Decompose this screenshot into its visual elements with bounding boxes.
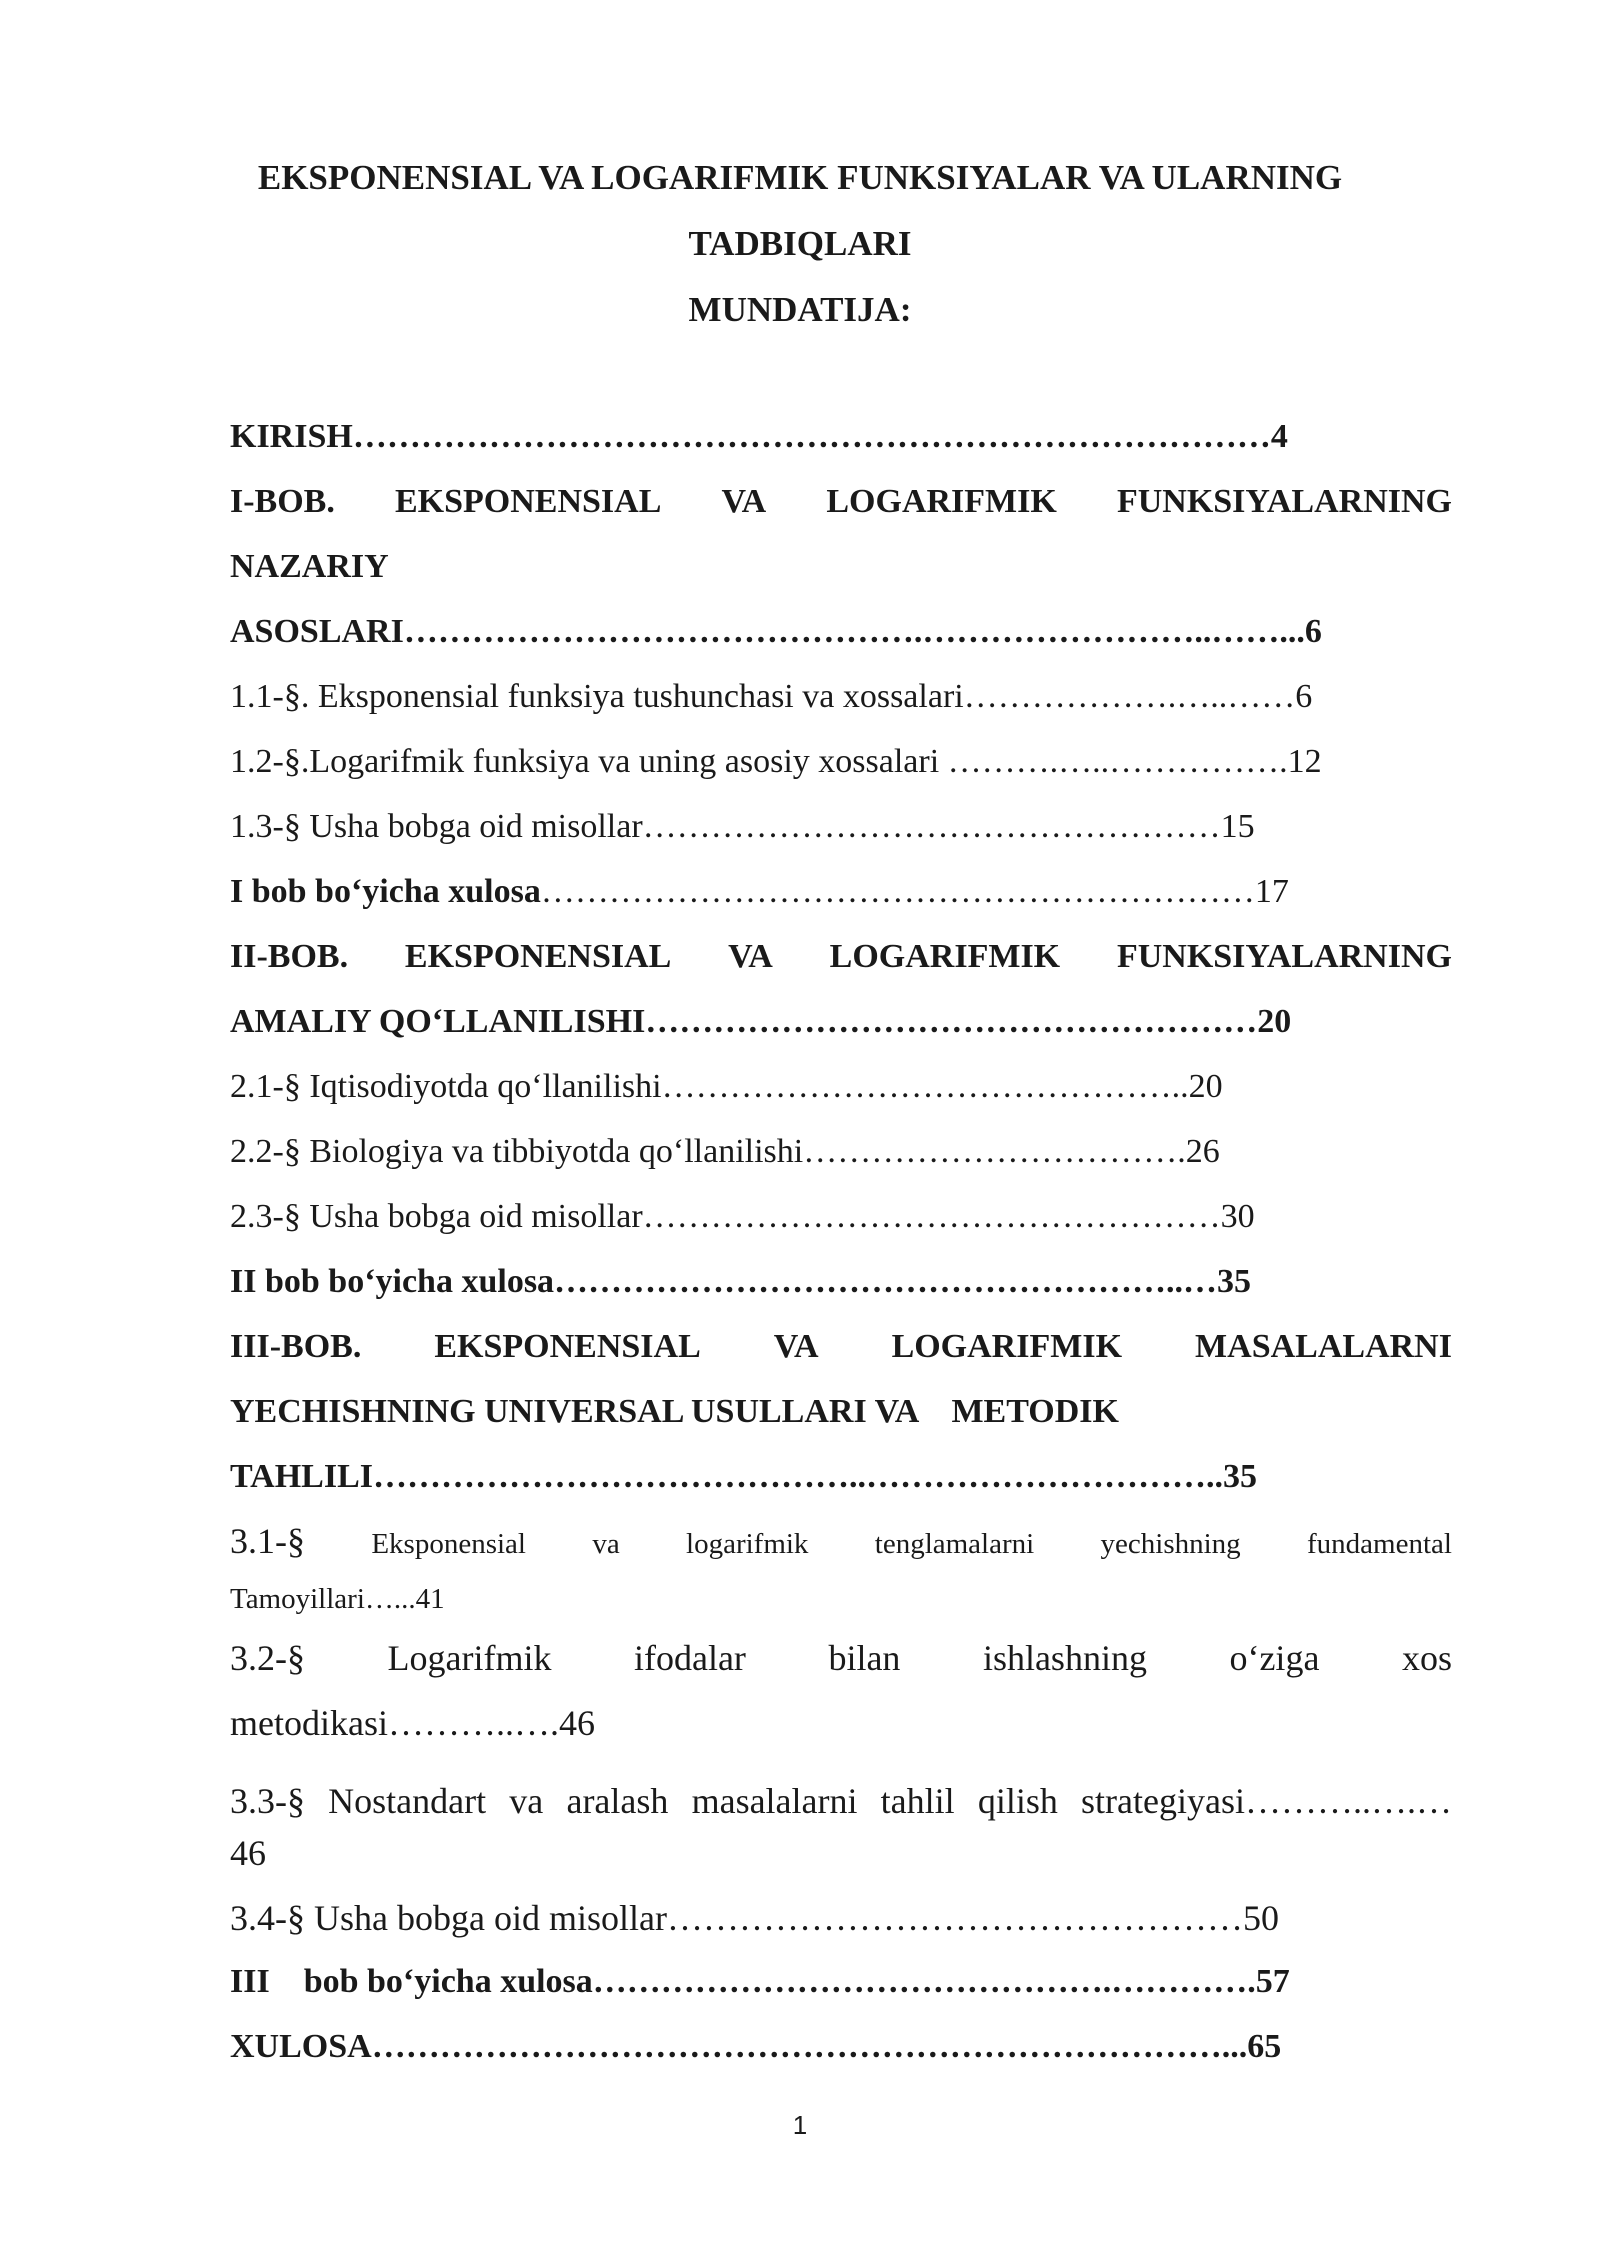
toc-chapter3-line1: III-BOB. EKSPONENSIAL VA LOGARIFMIK MASALALARNI (230, 1328, 1452, 1365)
toc-chapter1-conclusion: I bob bo‘yicha xulosa………………………………………………………17 (230, 873, 1289, 910)
toc-chapter3-line3: TAHLILI……………………………………..…………………………..35 (230, 1458, 1257, 1495)
document-title-line-1: EKSPONENSIAL VA LOGARIFMIK FUNKSIYALAR VA ULARNING (257, 158, 1343, 197)
toc-section-1-2: 1.2-§.Logarifmik funksiya va uning asosiy xossalari ……….…..…………….12 (230, 743, 1322, 780)
toc-section-2-1: 2.1-§ Iqtisodiyotda qo‘llanilishi………………………………………..20 (230, 1068, 1223, 1105)
page-number: 1 (792, 2110, 808, 2140)
toc-section-2-3: 2.3-§ Usha bobga oid misollar……………………………………………30 (230, 1198, 1255, 1235)
toc-kirish: KIRISH………………………………………………………………………4 (230, 418, 1288, 455)
toc-chapter2-line2: AMALIY QO‘LLANILISHI………………………………………………20 (230, 1003, 1292, 1040)
toc-chapter1-line2: NAZARIY (230, 548, 389, 585)
toc-section-3-3-line2: 46 (230, 1833, 266, 1873)
toc-section-2-2: 2.2-§ Biologiya va tibbiyotda qo‘llanilishi…………………………….26 (230, 1133, 1220, 1170)
toc-chapter2-conclusion: II bob bo‘yicha xulosa………………………………………………..…35 (230, 1263, 1252, 1300)
toc-section-3-1-line2: Tamoyillari…...41 (230, 1583, 445, 1615)
toc-section-3-1-line1: 3.1-§ Eksponensial va logarifmik tenglamalarni yechishning fundamental (230, 1521, 1452, 1561)
toc-xulosa: XULOSA…………………………………………………………………...65 (230, 2028, 1282, 2065)
toc-section-3-2-line1: 3.2-§ Logarifmik ifodalar bilan ishlashning o‘ziga xos (230, 1638, 1452, 1678)
toc-chapter1-line3: ASOSLARI……………………………………….……………………..……...6 (230, 613, 1322, 650)
toc-chapter1-line1: I-BOB. EKSPONENSIAL VA LOGARIFMIK FUNKSIYALARNING (230, 483, 1452, 520)
toc-section-3-3-line1: 3.3-§ Nostandart va aralash masalalarni tahlil qilish strategiyasi………..….… (230, 1781, 1452, 1821)
contents-heading: MUNDATIJA: (688, 290, 912, 329)
toc-section-1-3: 1.3-§ Usha bobga oid misollar……………………………………………15 (230, 808, 1255, 845)
document-title-line-2: TADBIQLARI (688, 224, 912, 263)
toc-chapter3-line2: YECHISHNING UNIVERSAL USULLARI VA METODIK (230, 1393, 1119, 1430)
toc-section-3-2-line2: metodikasi………..….46 (230, 1703, 595, 1743)
toc-chapter3-conclusion: III bob bo‘yicha xulosa……………………………………….………….57 (230, 1963, 1290, 2000)
toc-section-1-1: 1.1-§. Eksponensial funksiya tushunchasi va xossalari……………….…..……6 (230, 678, 1313, 715)
toc-chapter2-line1: II-BOB. EKSPONENSIAL VA LOGARIFMIK FUNKSIYALARNING (230, 938, 1452, 975)
toc-section-3-4: 3.4-§ Usha bobga oid misollar…………………………………………50 (230, 1898, 1279, 1938)
